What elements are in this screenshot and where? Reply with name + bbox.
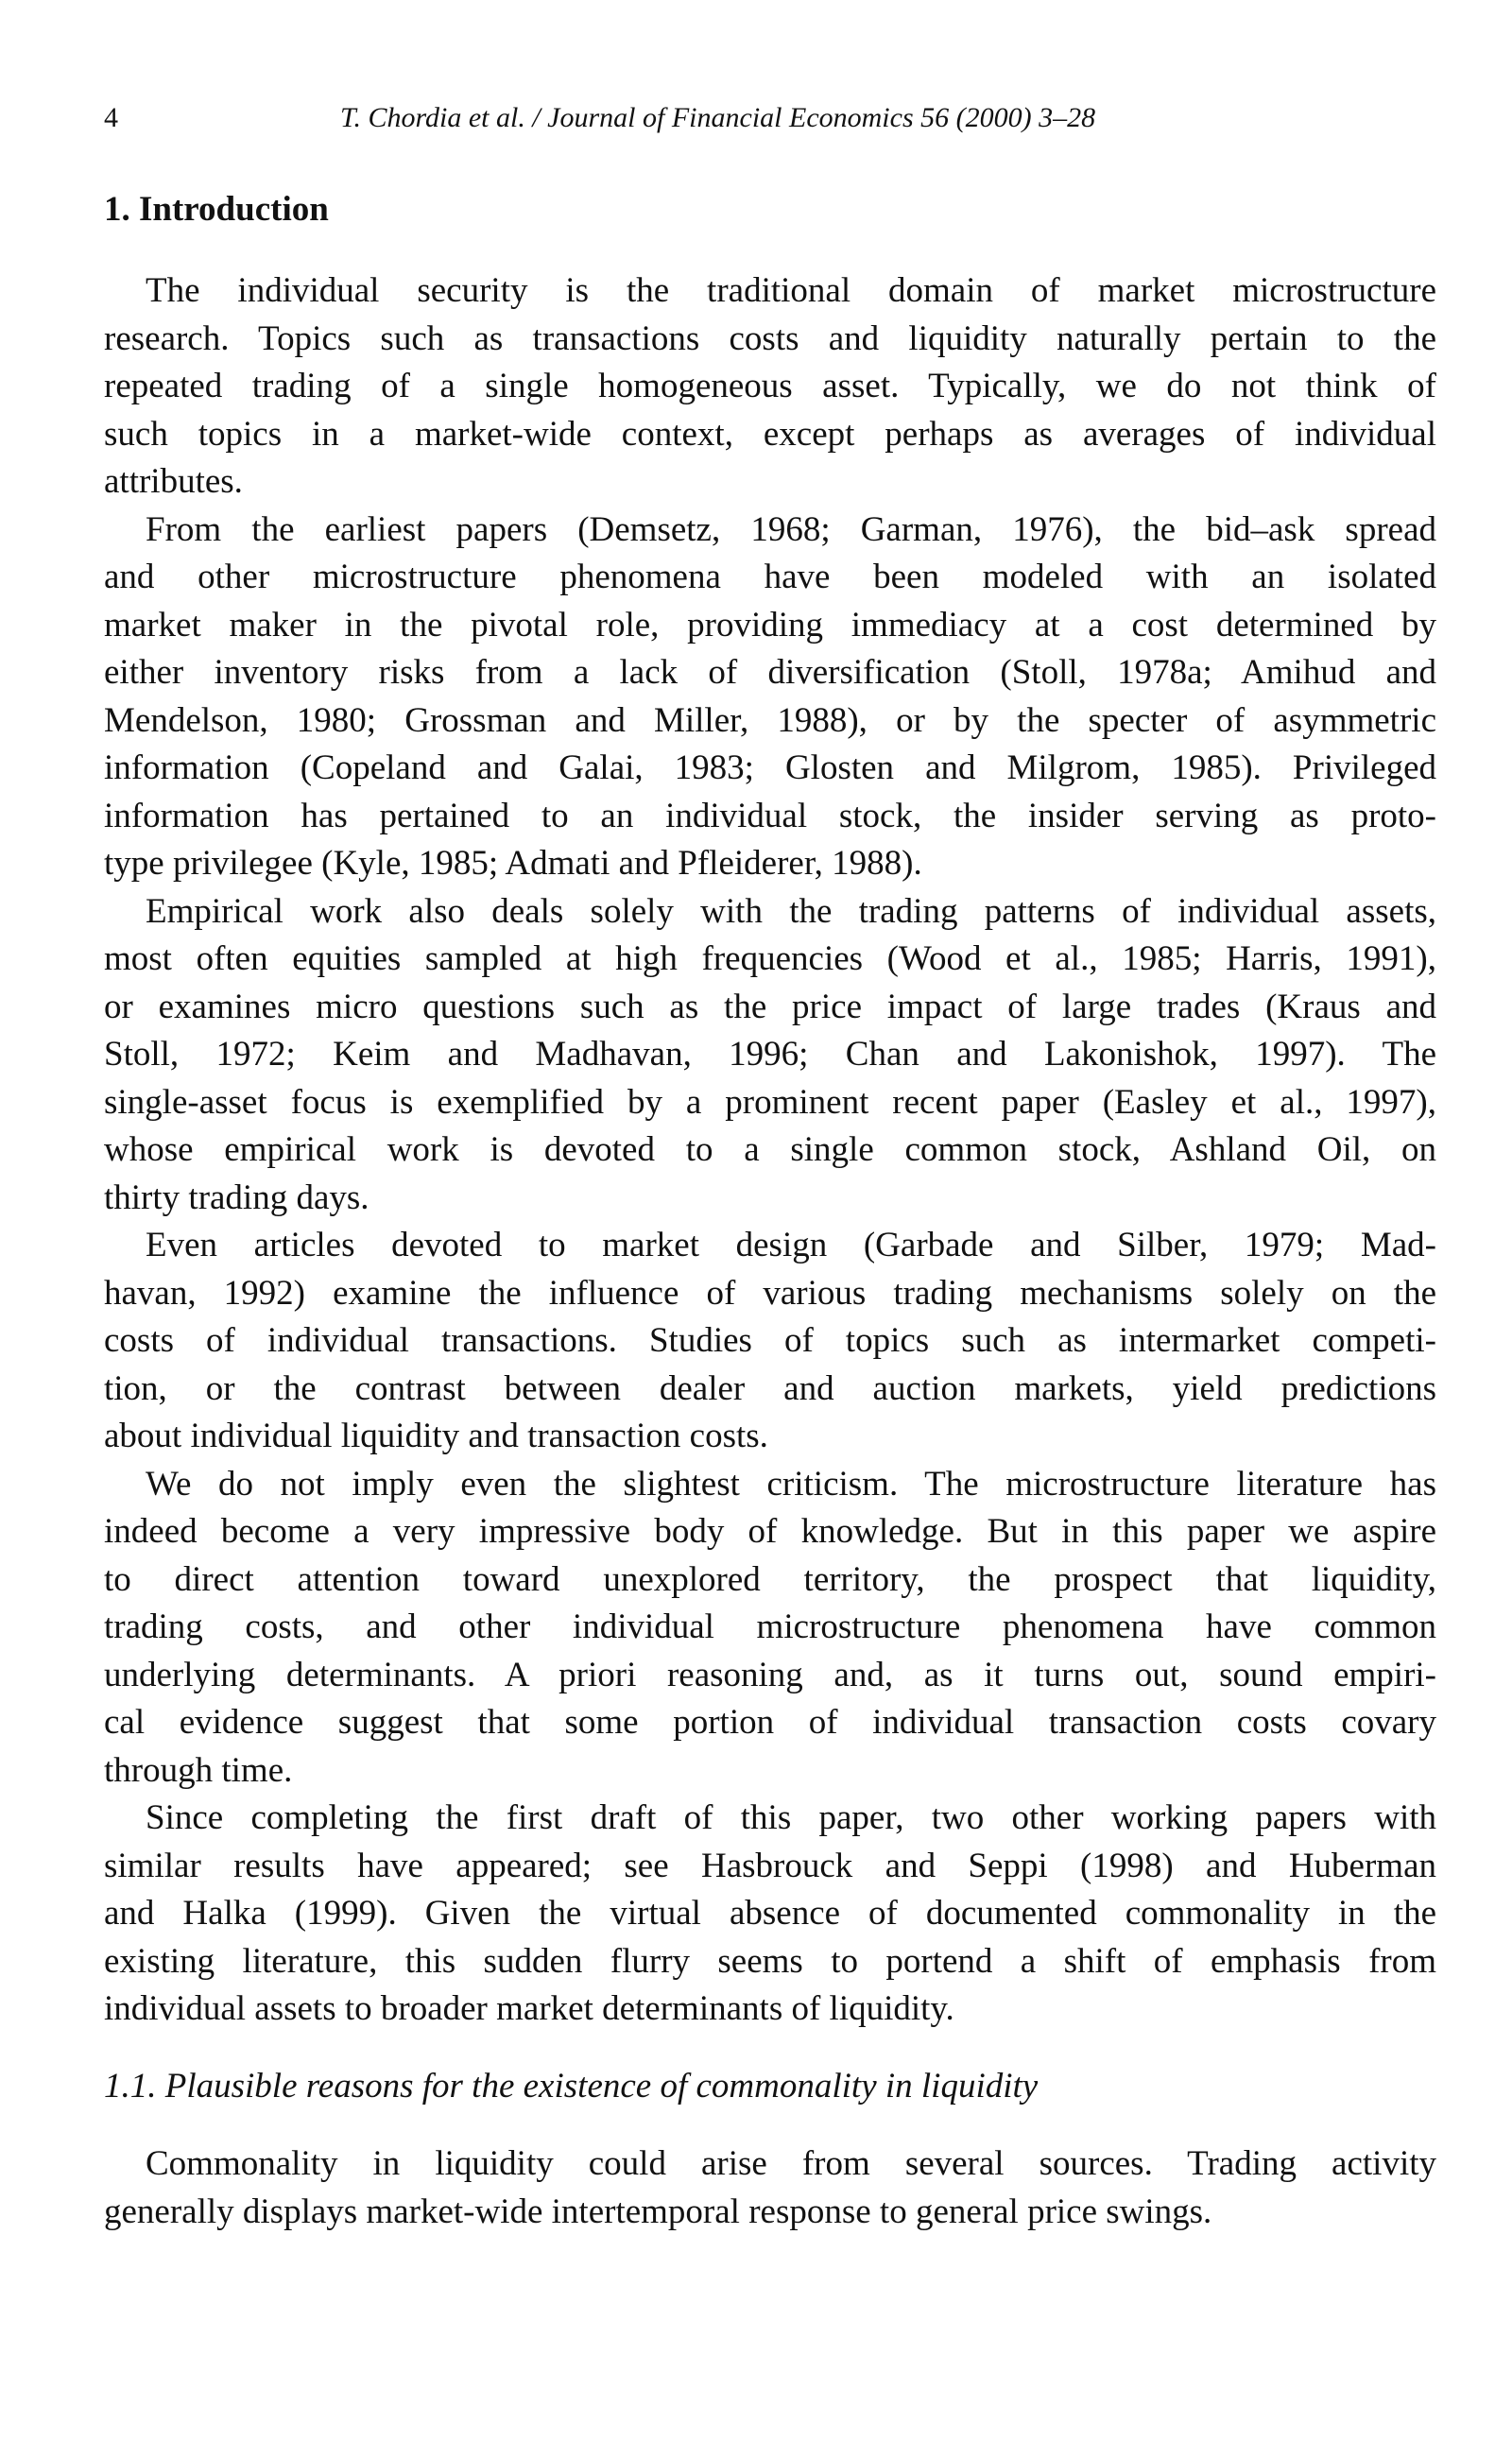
section-title: 1. Introduction <box>104 190 329 229</box>
text-line: whose empirical work is devoted to a single common stock, Ashland Oil, on <box>104 1130 1436 1169</box>
text-line: type privilegee (Kyle, 1985; Admati and Pfleiderer, 1988). <box>104 844 922 883</box>
text-line: Commonality in liquidity could arise from several sources. Trading activity <box>146 2144 1436 2183</box>
text-line: individual assets to broader market determinants of liquidity. <box>104 1989 954 2028</box>
page-number: 4 <box>104 102 118 133</box>
text-line: underlying determinants. A priori reasoning and, as it turns out, sound empiri- <box>104 1655 1436 1694</box>
section-paragraphs <box>104 267 1436 2034</box>
text-line: The individual security is the traditional domain of market microstructure <box>146 271 1436 310</box>
paragraph <box>104 1795 1436 2034</box>
text-line: costs of individual transactions. Studies of topics such as intermarket competi- <box>104 1321 1436 1360</box>
text-line: either inventory risks from a lack of diversification (Stoll, 1978a; Amihud and <box>104 653 1436 692</box>
text-line: most often equities sampled at high frequencies (Wood et al., 1985; Harris, 1991), <box>104 939 1436 978</box>
text-line: Even articles devoted to market design (Garbade and Silber, 1979; Mad- <box>146 1226 1436 1264</box>
text-line: thirty trading days. <box>104 1178 369 1217</box>
text-line: cal evidence suggest that some portion of individual transaction costs covary <box>104 1703 1436 1742</box>
text-line: indeed become a very impressive body of knowledge. But in this paper we aspire <box>104 1512 1436 1551</box>
text-line: Mendelson, 1980; Grossman and Miller, 1988), or by the specter of asymmetric <box>104 700 1436 740</box>
text-line: havan, 1992) examine the influence of various trading mechanisms solely on the <box>104 1273 1436 1313</box>
subsection-title: 1.1. Plausible reasons for the existence of commonality in liquidity <box>104 2067 1039 2106</box>
paragraph <box>104 267 1436 507</box>
body-text <box>104 267 1436 2236</box>
text-line: generally displays market-wide intertemporal response to general price swings. <box>104 2192 1212 2231</box>
text-line: attributes. <box>104 462 243 501</box>
text-line: From the earliest papers (Demsetz, 1968; Garman, 1976), the bid–ask spread <box>146 509 1436 549</box>
text-line: tion, or the contrast between dealer and auction markets, yield predictions <box>104 1368 1436 1408</box>
text-line: Empirical work also deals solely with the trading patterns of individual assets, <box>146 891 1436 931</box>
paragraph <box>104 507 1436 888</box>
journal-citation: T. Chordia et al. / Journal of Financial Economics 56 (2000) 3–28 <box>340 102 1096 133</box>
text-line: market maker in the pivotal role, providing immediacy at a cost determined by <box>104 605 1436 645</box>
paragraph <box>104 1222 1436 1461</box>
text-line: trading costs, and other individual microstructure phenomena have common <box>104 1607 1436 1646</box>
text-line: existing literature, this sudden flurry seems to portend a shift of emphasis from <box>104 1941 1436 1981</box>
text-line: through time. <box>104 1750 293 1790</box>
text-line: and other microstructure phenomena have been modeled with an isolated <box>104 558 1436 596</box>
text-line: research. Topics such as transactions costs and liquidity naturally pertain to the <box>104 318 1436 358</box>
text-line: or examines micro questions such as the price impact of large trades (Kraus and <box>104 987 1436 1026</box>
subsection-paragraphs <box>104 2140 1436 2236</box>
text-line: similar results have appeared; see Hasbrouck and Seppi (1998) and Huberman <box>104 1846 1436 1885</box>
running-head <box>104 95 1436 142</box>
paragraph <box>104 1461 1436 1796</box>
text-line: and Halka (1999). Given the virtual absence of documented commonality in the <box>104 1894 1436 1933</box>
text-line: information (Copeland and Galai, 1983; Glosten and Milgrom, 1985). Privileged <box>104 748 1436 787</box>
text-line: such topics in a market-wide context, except perhaps as averages of individual <box>104 414 1436 454</box>
text-line: Since completing the first draft of this paper, two other working papers with <box>146 1798 1436 1837</box>
text-line: single-asset focus is exemplified by a prominent recent paper (Easley et al., 1997), <box>104 1082 1436 1122</box>
text-line: We do not imply even the slightest criticism. The microstructure literature has <box>146 1464 1436 1504</box>
paragraph <box>104 888 1436 1223</box>
text-line: about individual liquidity and transaction costs. <box>104 1417 768 1455</box>
paragraph <box>104 2140 1436 2236</box>
text-line: repeated trading of a single homogeneous asset. Typically, we do not think of <box>104 367 1436 405</box>
text-line: Stoll, 1972; Keim and Madhavan, 1996; Chan and Lakonishok, 1997). The <box>104 1035 1436 1074</box>
text-line: to direct attention toward unexplored territory, the prospect that liquidity, <box>104 1559 1436 1599</box>
text-line: information has pertained to an individual stock, the insider serving as proto- <box>104 796 1436 835</box>
